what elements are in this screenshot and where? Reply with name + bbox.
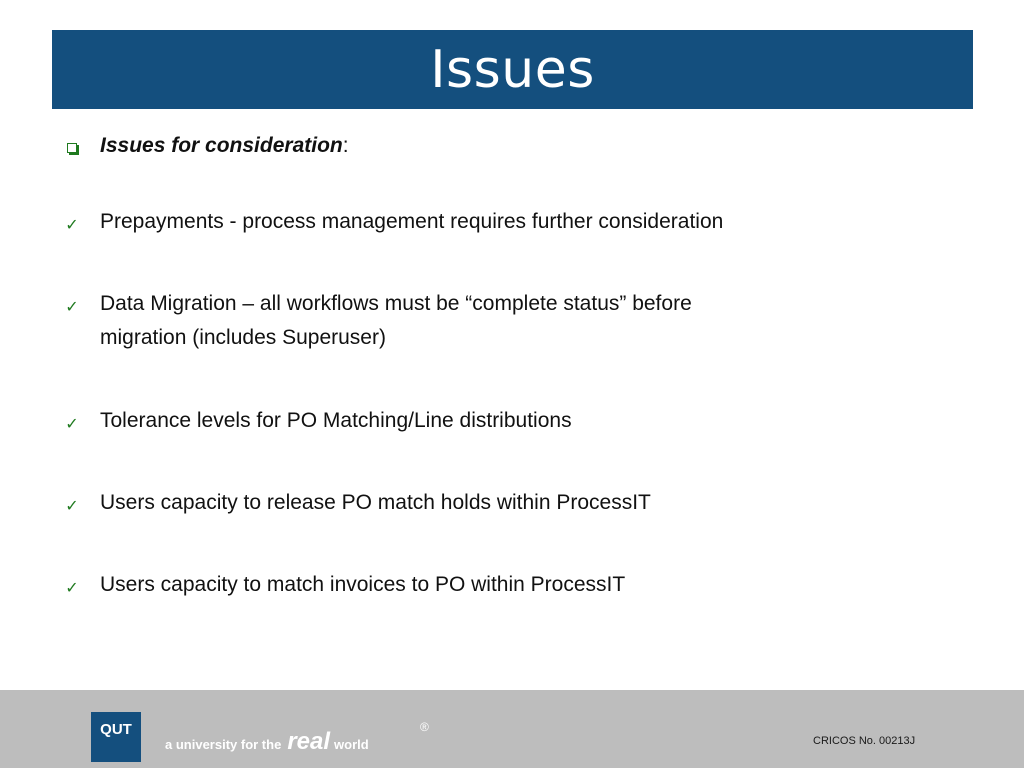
registered-mark: ® xyxy=(420,720,429,734)
cricos-number: CRICOS No. 00213J xyxy=(813,735,916,747)
list-item-text: Users capacity to match invoices to PO within ProcessIT xyxy=(100,573,626,596)
title-bar xyxy=(52,30,973,109)
heading-text: Issues for consideration: xyxy=(100,134,349,157)
list-item-text: Prepayments - process management requires further consideration xyxy=(100,210,724,233)
slide-title: Issues xyxy=(430,39,595,100)
checkmark-icon: ✓ xyxy=(65,495,79,515)
footer xyxy=(0,690,1024,768)
list-item-text: Users capacity to release PO match holds within ProcessIT xyxy=(100,491,651,514)
square-bullet-icon xyxy=(62,136,82,160)
checkmark-icon: ✓ xyxy=(65,296,79,316)
qut-logo: QUT xyxy=(91,712,141,762)
checkmark-icon: ✓ xyxy=(65,413,79,433)
checkmark-icon: ✓ xyxy=(65,577,79,597)
checkmark-icon: ✓ xyxy=(65,214,79,234)
tagline: a university for the real world xyxy=(165,728,369,755)
list-item-text: Data Migration – all workflows must be “complete status” before migration (includes Superuser) xyxy=(100,292,692,349)
list-item-text: Tolerance levels for PO Matching/Line distributions xyxy=(100,409,572,432)
